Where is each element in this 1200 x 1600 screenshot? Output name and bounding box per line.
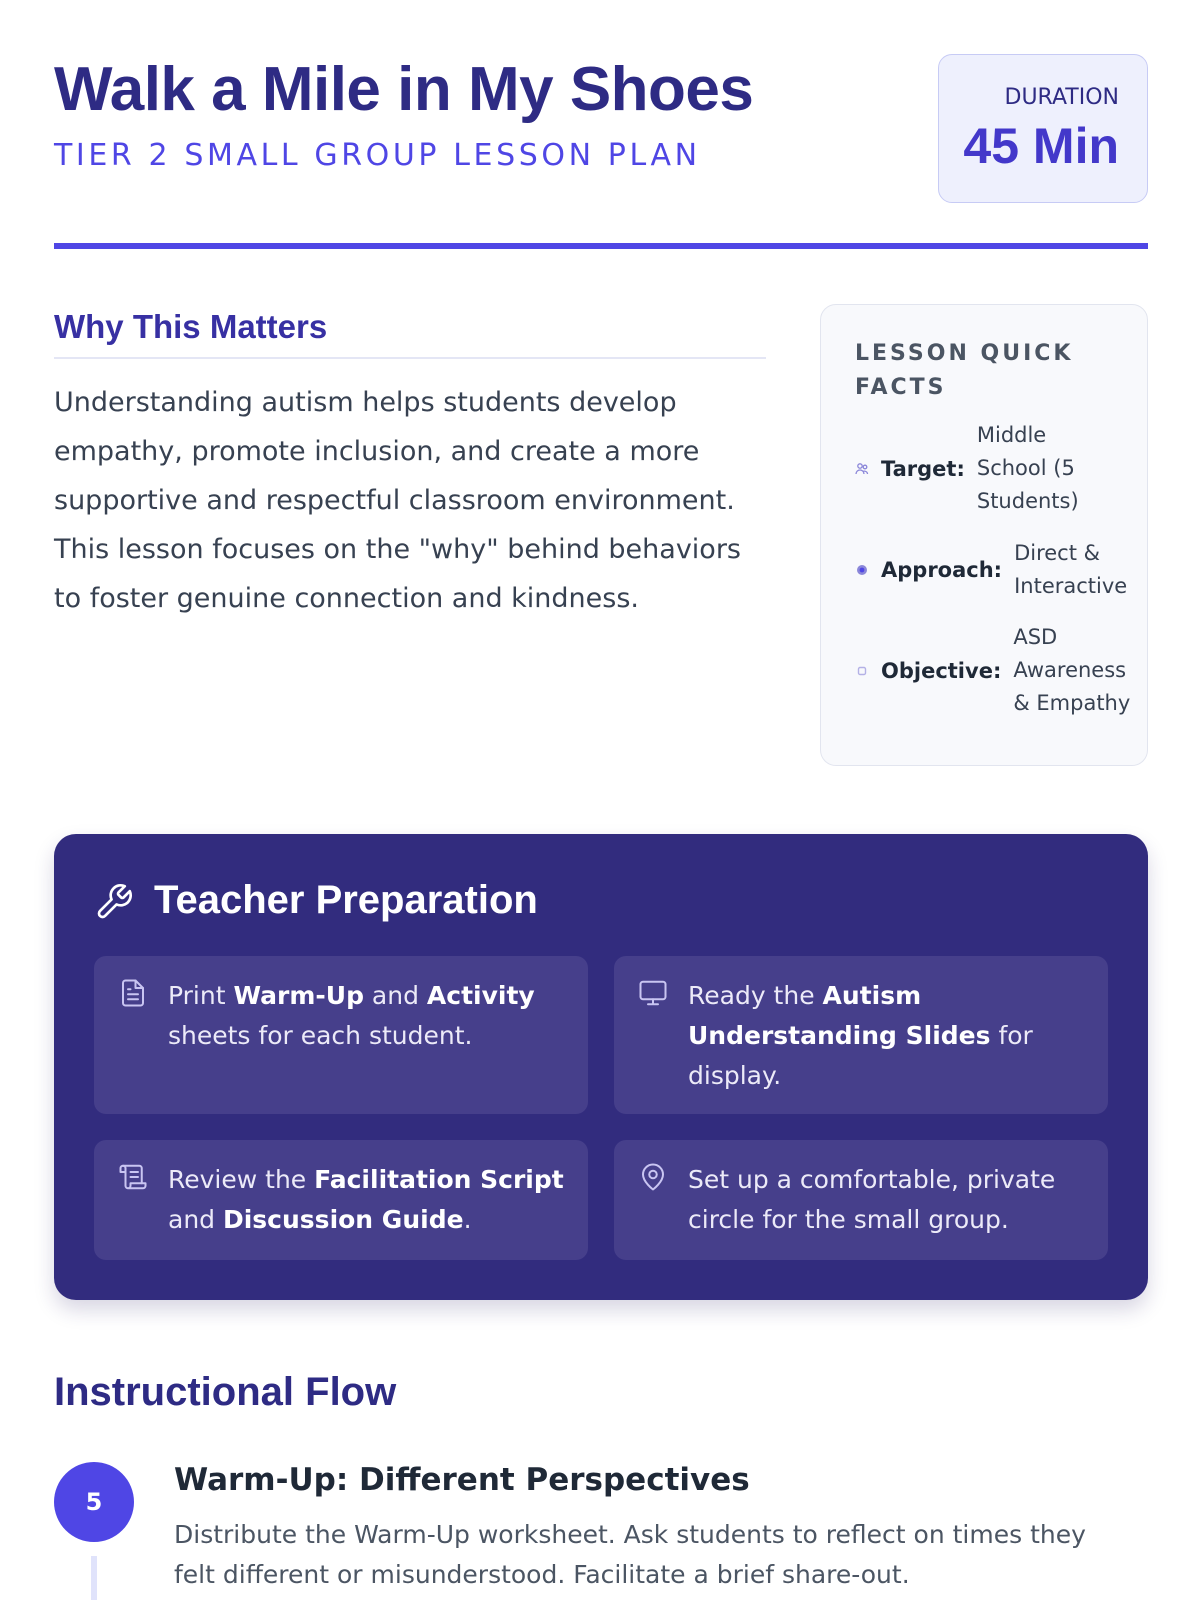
monitor-icon: [638, 978, 668, 1008]
prep-card: [94, 1140, 588, 1260]
prep-card: [614, 956, 1108, 1114]
teacher-preparation-panel: [54, 834, 1148, 1300]
quick-facts-heading: LESSON QUICK FACTS: [855, 341, 1074, 400]
fact-value: ASD Awareness & Empathy: [1013, 625, 1131, 715]
people-icon: [855, 462, 869, 476]
page-subtitle: TIER 2 SMALL GROUP LESSON PLAN: [54, 138, 701, 173]
fact-label: Approach:: [881, 558, 1003, 582]
document-icon: [118, 978, 148, 1008]
fact-value: Middle School (5 Students): [976, 423, 1079, 513]
step-minutes-badge: 5: [54, 1462, 134, 1542]
wrench-icon: [94, 882, 134, 922]
duration-badge: [938, 54, 1148, 203]
duration-value: 45 Min: [963, 118, 1119, 174]
lesson-plan-page: [54, 0, 1148, 1600]
quick-facts-panel: [820, 304, 1148, 766]
flow-heading: Instructional Flow: [54, 1370, 397, 1414]
header-divider: [54, 243, 1148, 249]
fact-label: Objective:: [881, 658, 1002, 683]
dot-icon: [855, 564, 869, 576]
fact-value: Direct & Interactive: [1014, 541, 1128, 598]
timeline-line: [91, 1556, 97, 1600]
prep-title: Teacher Preparation: [154, 878, 538, 922]
duration-label: DURATION: [1004, 85, 1119, 110]
why-divider: [54, 357, 766, 359]
step-body: Distribute the Warm-Up worksheet. Ask students to reflect on times they felt different or misunderstood. Facilitate a brief share-out.: [174, 1520, 1086, 1589]
fact-approach: [855, 537, 1135, 603]
fact-target: [855, 419, 1135, 518]
prep-card-text: Set up a comfortable, private circle for the small group.: [688, 1165, 1056, 1234]
prep-card-text: Print Warm-Up and Activity sheets for each student.: [168, 981, 535, 1050]
square-icon: [855, 666, 869, 676]
fact-objective: [855, 621, 1135, 720]
fact-label: Target:: [881, 456, 965, 481]
scroll-icon: [118, 1162, 148, 1192]
page-title: Walk a Mile in My Shoes: [54, 55, 754, 124]
prep-card-text: Ready the Autism Understanding Slides for display.: [688, 981, 1033, 1090]
why-body: Understanding autism helps students develop empathy, promote inclusion, and create a more supportive and respectful classroom environment. This lesson focuses on the "why" behind behaviors to foster genuine connection and kindness.: [54, 387, 741, 614]
prep-card: [614, 1140, 1108, 1260]
map-pin-icon: [638, 1162, 668, 1192]
prep-card: [94, 956, 588, 1114]
step-title: Warm-Up: Different Perspectives: [174, 1462, 750, 1498]
prep-card-text: Review the Facilitation Script and Discussion Guide.: [168, 1165, 564, 1234]
why-heading: Why This Matters: [54, 308, 328, 345]
